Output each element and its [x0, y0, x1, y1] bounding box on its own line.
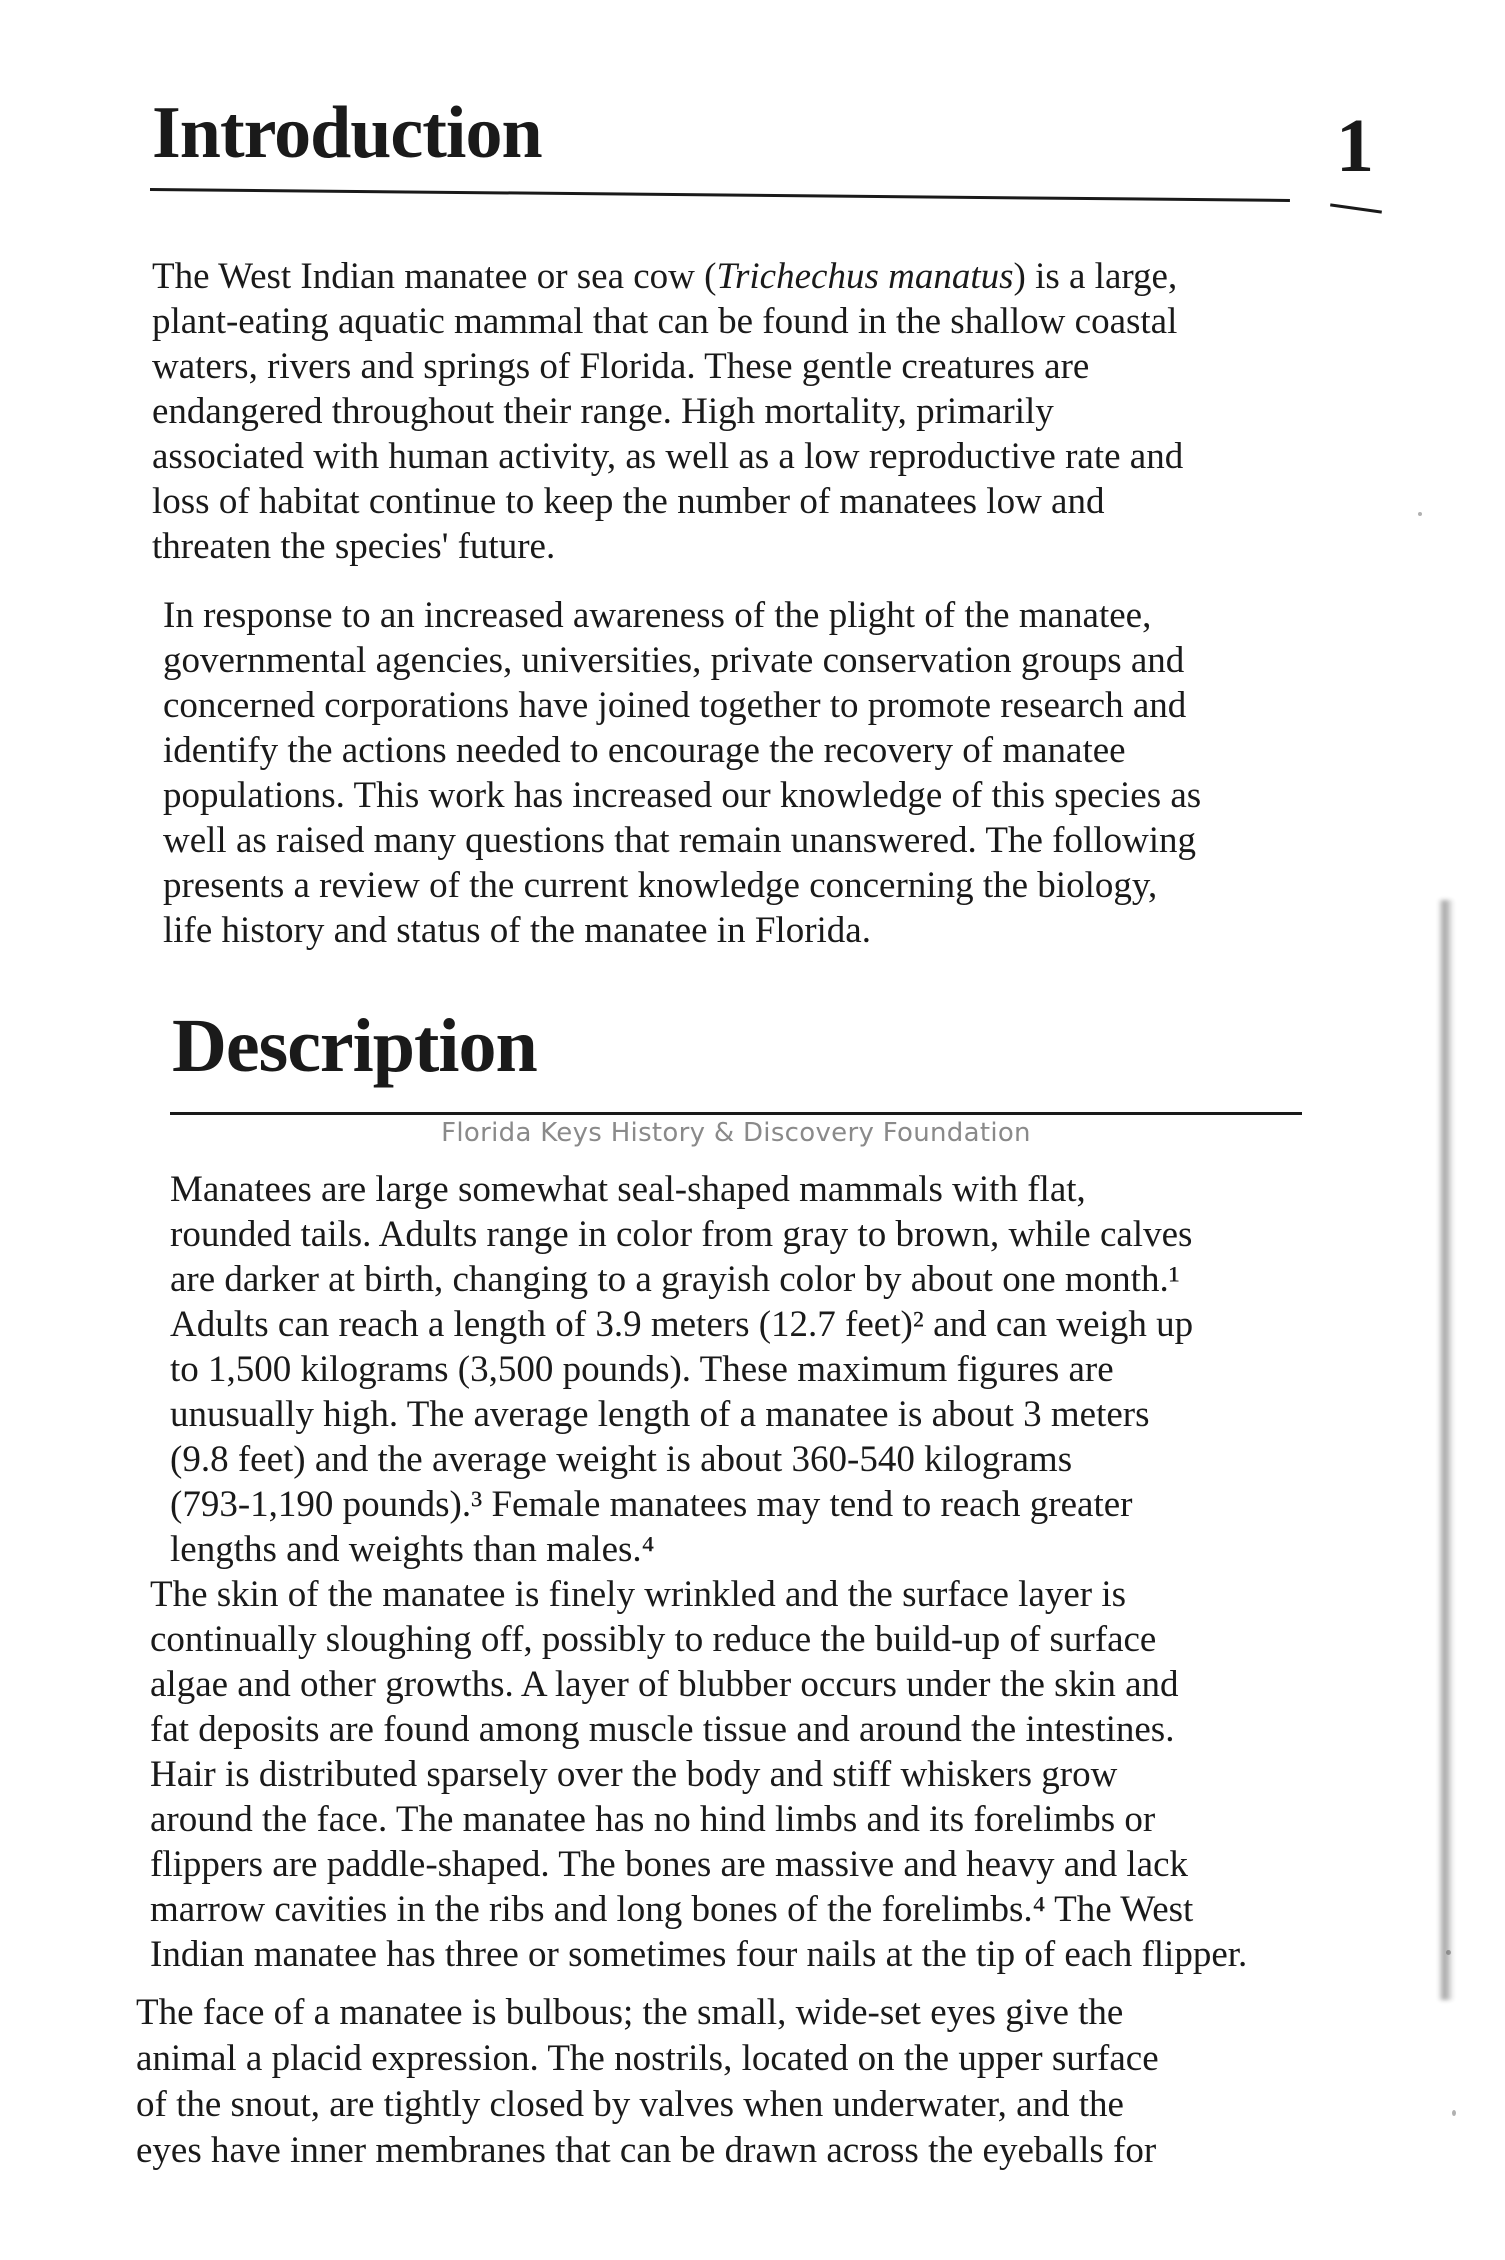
text-line: populations. This work has increased our knowledge of this species as — [163, 775, 1202, 816]
description-paragraph-1 — [170, 1167, 1193, 1572]
text-line: life history and status of the manatee in Florida. — [163, 910, 871, 951]
text-line: unusually high. The average length of a manatee is about 3 meters — [170, 1394, 1150, 1435]
text-line: The face of a manatee is bulbous; the small, wide-set eyes give the — [136, 1992, 1124, 2033]
text-line: In response to an increased awareness of the plight of the manatee, — [163, 595, 1152, 636]
introduction-rule — [150, 188, 1290, 202]
text-line: concerned corporations have joined together to promote research and — [163, 685, 1187, 726]
text-line: Manatees are large somewhat seal-shaped mammals with flat, — [170, 1169, 1086, 1210]
scan-shadow-edge — [1438, 900, 1454, 2000]
scan-speck — [1446, 1950, 1451, 1955]
text-line: The West Indian manatee or sea cow (Trichechus manatus) is a large, — [152, 256, 1178, 297]
text-line: rounded tails. Adults range in color from gray to brown, while calves — [170, 1214, 1193, 1255]
text-line: Hair is distributed sparsely over the body and stiff whiskers grow — [150, 1754, 1118, 1795]
text-line: of the snout, are tightly closed by valves when underwater, and the — [136, 2084, 1124, 2125]
scan-speck — [1418, 512, 1422, 516]
text-line: presents a review of the current knowledge concerning the biology, — [163, 865, 1158, 906]
text-line: (9.8 feet) and the average weight is about 360-540 kilograms — [170, 1439, 1073, 1480]
text-line: identify the actions needed to encourage the recovery of manatee — [163, 730, 1126, 771]
text-line: plant-eating aquatic mammal that can be found in the shallow coastal — [152, 301, 1178, 342]
text-line: associated with human activity, as well as a low reproductive rate and — [152, 436, 1184, 477]
text-line: fat deposits are found among muscle tissue and around the intestines. — [150, 1709, 1175, 1750]
watermark-text: Florida Keys History & Discovery Foundation — [441, 1118, 1031, 1148]
text-line: animal a placid expression. The nostrils, located on the upper surface — [136, 2038, 1159, 2079]
text-line: Indian manatee has three or sometimes four nails at the tip of each flipper. — [150, 1934, 1248, 1975]
description-rule — [170, 1112, 1302, 1115]
introduction-paragraph-1 — [152, 254, 1183, 569]
text-line: waters, rivers and springs of Florida. These gentle creatures are — [152, 346, 1090, 387]
text-line: flippers are paddle-shaped. The bones are massive and heavy and lack — [150, 1844, 1188, 1885]
text-line: eyes have inner membranes that can be drawn across the eyeballs for — [136, 2130, 1157, 2171]
text-line: continually sloughing off, possibly to reduce the build-up of surface — [150, 1619, 1157, 1660]
introduction-paragraph-2 — [163, 593, 1201, 953]
text-line: algae and other growths. A layer of blubber occurs under the skin and — [150, 1664, 1179, 1705]
introduction-heading: Introduction — [152, 92, 542, 174]
text-line: The skin of the manatee is finely wrinkled and the surface layer is — [150, 1574, 1127, 1615]
description-paragraph-2 — [150, 1572, 1247, 1977]
description-heading: Description — [172, 1004, 537, 1088]
text-line: governmental agencies, universities, private conservation groups and — [163, 640, 1185, 681]
page-number-rule — [1330, 203, 1382, 213]
text-line: marrow cavities in the ribs and long bones of the forelimbs.⁴ The West — [150, 1889, 1194, 1930]
text-line: threaten the species' future. — [152, 526, 556, 567]
text-line: lengths and weights than males.⁴ — [170, 1529, 655, 1570]
text-line: to 1,500 kilograms (3,500 pounds). These maximum figures are — [170, 1349, 1114, 1390]
page-number: 1 — [1336, 104, 1374, 188]
text-line: Adults can reach a length of 3.9 meters (12.7 feet)² and can weigh up — [170, 1304, 1194, 1345]
text-line: (793-1,190 pounds).³ Female manatees may tend to reach greater — [170, 1484, 1133, 1525]
text-line: around the face. The manatee has no hind limbs and its forelimbs or — [150, 1799, 1156, 1840]
description-paragraph-3 — [136, 1990, 1159, 2174]
text-line: loss of habitat continue to keep the number of manatees low and — [152, 481, 1105, 522]
text-line: endangered throughout their range. High mortality, primarily — [152, 391, 1054, 432]
text-line: well as raised many questions that remain unanswered. The following — [163, 820, 1197, 861]
scan-speck — [1452, 2110, 1456, 2116]
text-line: are darker at birth, changing to a grayish color by about one month.¹ — [170, 1259, 1180, 1300]
